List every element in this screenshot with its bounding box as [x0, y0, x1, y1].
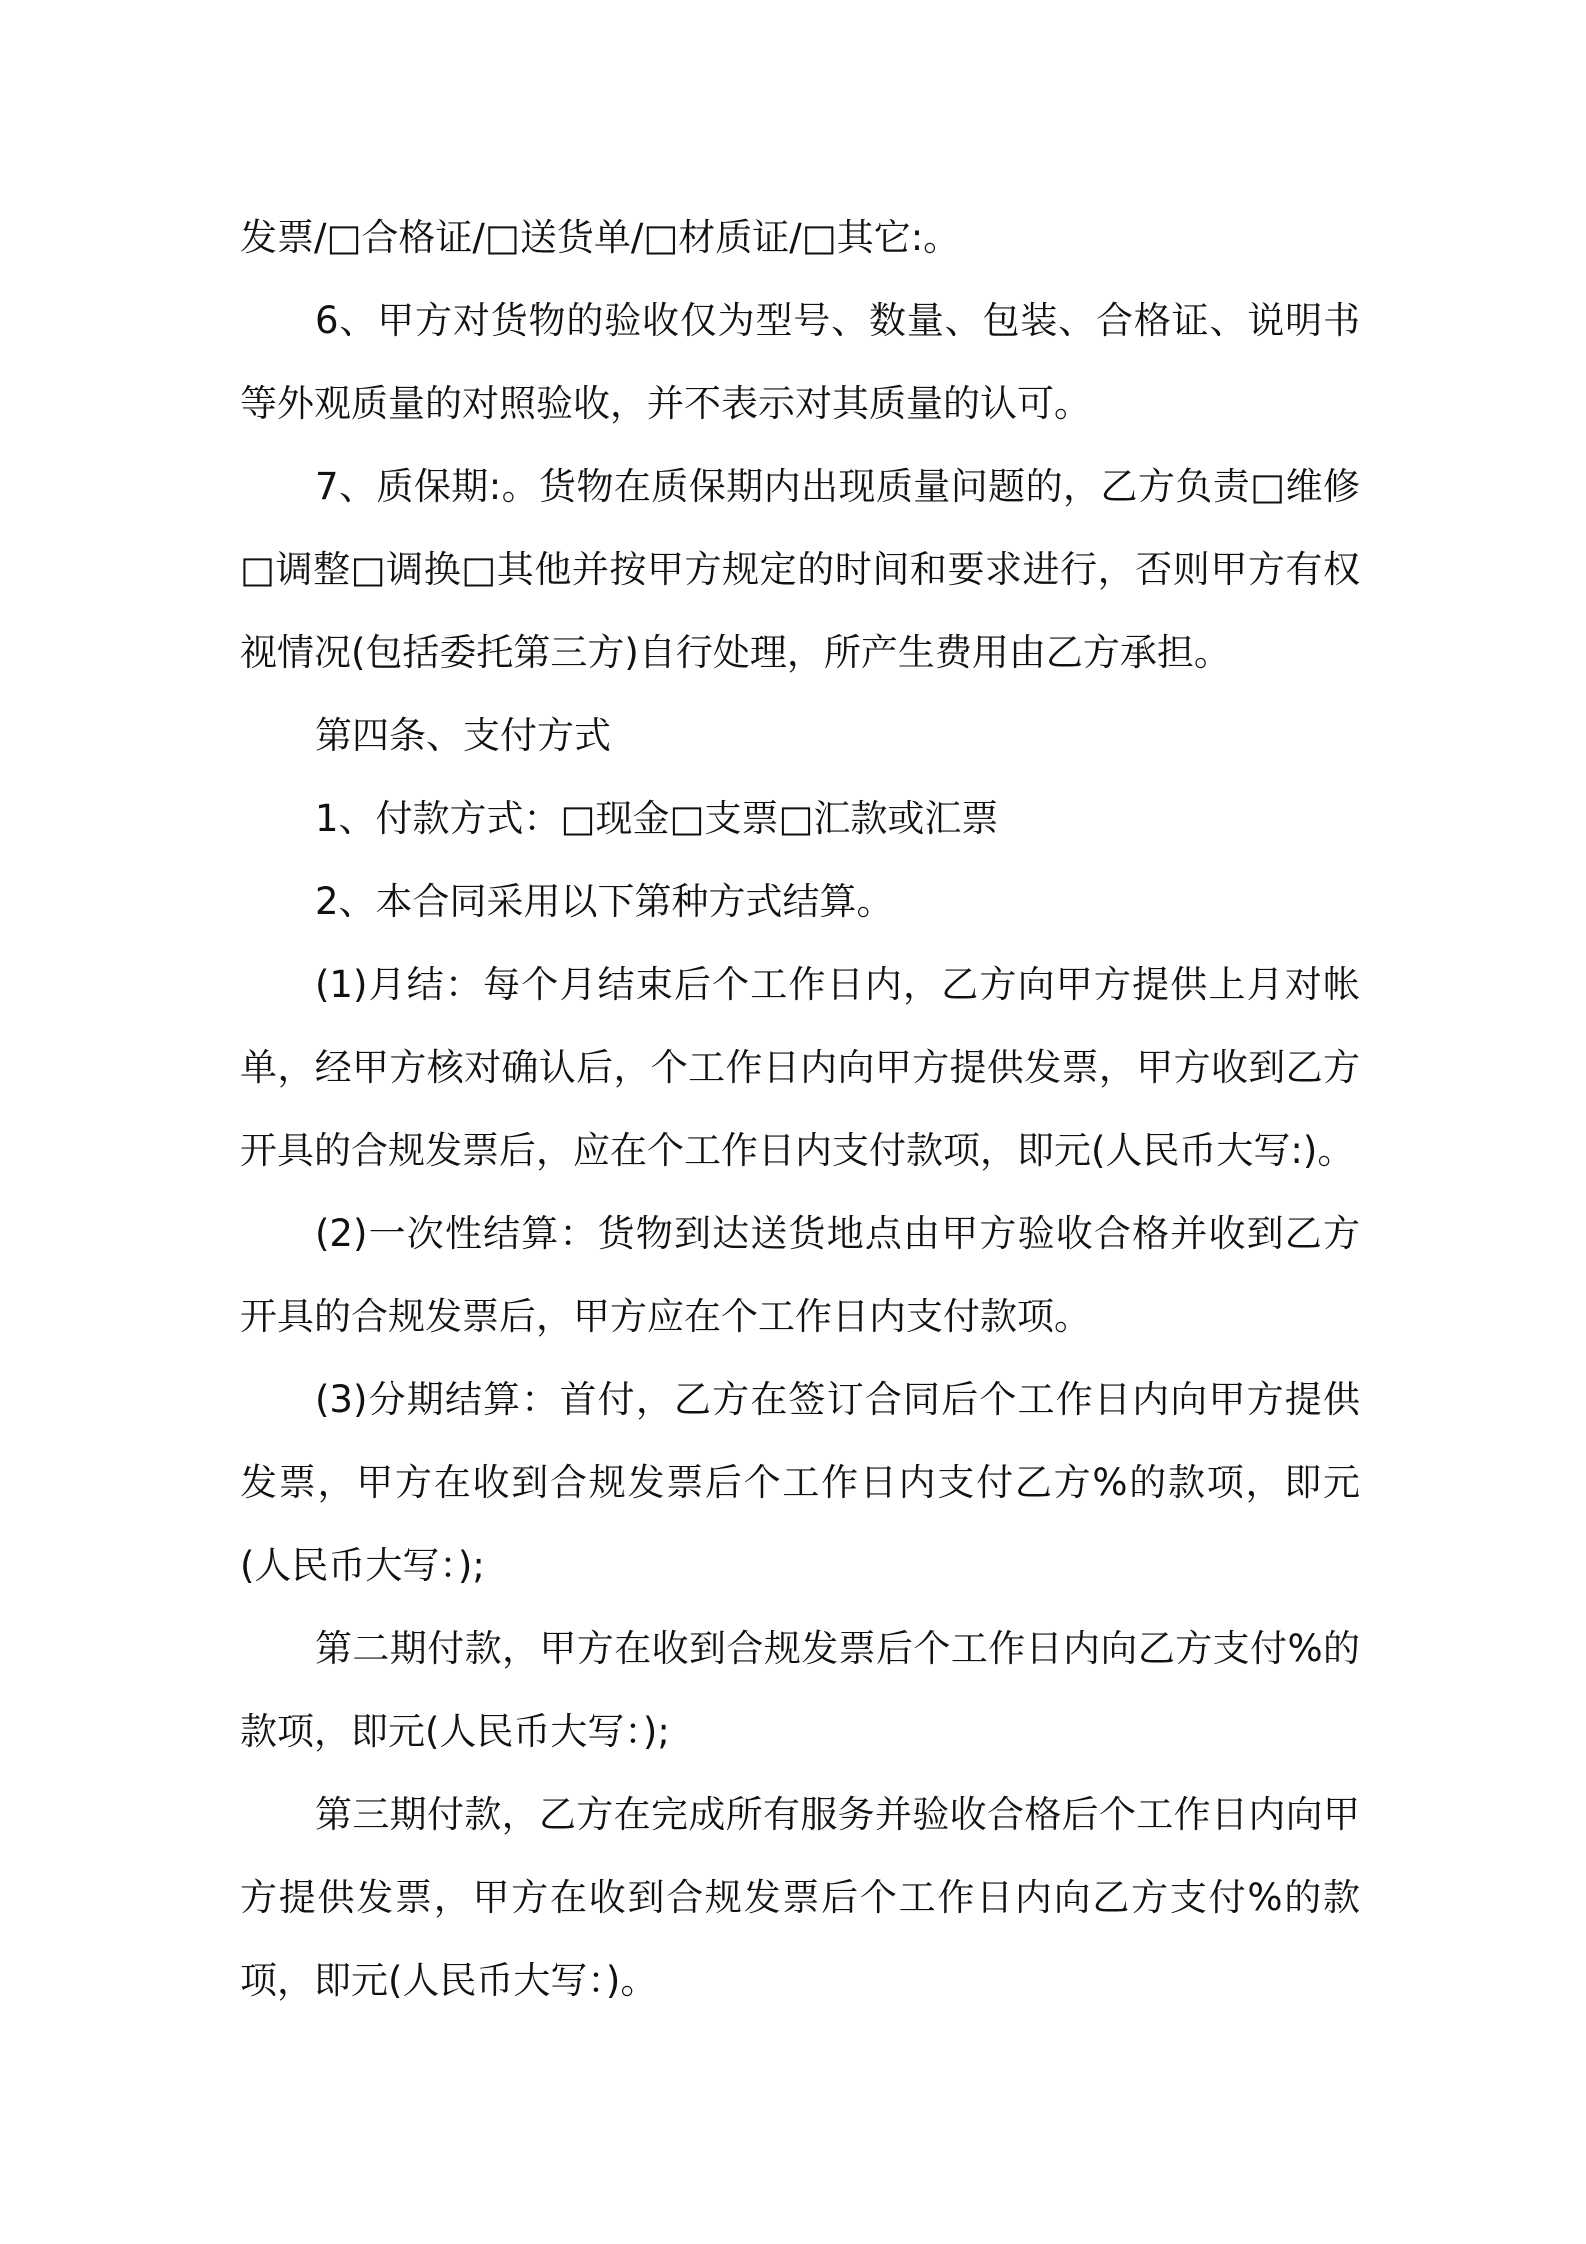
paragraph-invoice-options: 发票/□合格证/□送货单/□材质证/□其它:。	[240, 216, 961, 259]
paragraph-one-time-settlement: (2)一次性结算：货物到达送货地点由甲方验收合格并收到乙方开具的合规发票后，甲方应在个工作日内支付款项。	[240, 1212, 1360, 1338]
paragraph-payment-1-method: 1、付款方式：□现金□支票□汇款或汇票	[315, 797, 999, 840]
paragraph-installment-settlement: (3)分期结算：首付，乙方在签订合同后个工作日内向甲方提供发票，甲方在收到合规发票后个工作日内支付乙方%的款项，即元(人民币大写：);	[240, 1378, 1360, 1587]
paragraph-monthly-settlement: (1)月结：每个月结束后个工作日内，乙方向甲方提供上月对帐单，经甲方核对确认后，个工作日内向甲方提供发票，甲方收到乙方开具的合规发票后，应在个工作日内支付款项，即元(人民币大写:)。	[240, 963, 1360, 1172]
paragraph-second-payment: 第二期付款，甲方在收到合规发票后个工作日内向乙方支付%的款项，即元(人民币大写：);	[240, 1627, 1360, 1753]
paragraph-third-payment: 第三期付款，乙方在完成所有服务并验收合格后个工作日内向甲方提供发票，甲方在收到合规发票后个工作日内向乙方支付%的款项，即元(人民币大写：)。	[240, 1793, 1360, 2002]
paragraph-clause-7-warranty: 7、质保期:。货物在质保期内出现质量问题的，乙方负责□维修□调整□调换□其他并按甲方规定的时间和要求进行，否则甲方有权视情况(包括委托第三方)自行处理，所产生费用由乙方承担。	[240, 465, 1360, 674]
paragraph-payment-2-settlement: 2、本合同采用以下第种方式结算。	[315, 880, 894, 923]
document-body	[240, 196, 1360, 2022]
section-heading-payment-method: 第四条、支付方式	[315, 714, 611, 757]
paragraph-clause-6-acceptance: 6、甲方对货物的验收仅为型号、数量、包装、合格证、说明书等外观质量的对照验收，并不表示对其质量的认可。	[240, 299, 1360, 425]
